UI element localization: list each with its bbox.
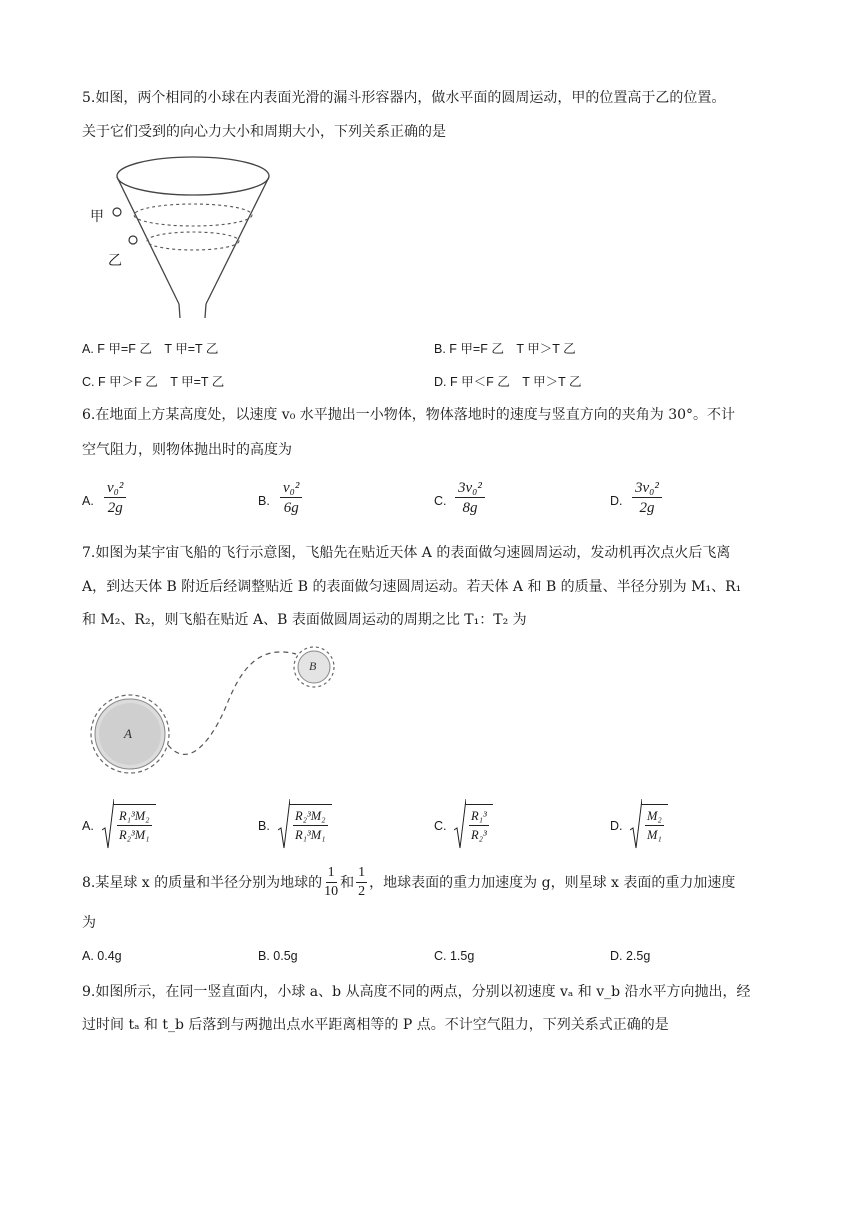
option-key: D. — [610, 949, 623, 963]
denominator: M₁ — [647, 828, 662, 842]
q7-stem-line-3: 和 M₂、R₂，则飞船在贴近 A、B 表面做圆周运动的周期之比 T₁：T₂ 为 — [82, 612, 527, 628]
option-text: F 甲=F 乙 T 甲=T 乙 — [97, 342, 219, 356]
label-body-b: B — [309, 659, 317, 673]
q6-option-c-fraction — [455, 479, 485, 518]
q8-text-mid: 和 — [340, 874, 355, 891]
q8-stem-line-1 — [82, 864, 735, 901]
option-text: F 甲＞F 乙 T 甲=T 乙 — [97, 375, 225, 389]
numerator: R₁³ — [469, 807, 489, 826]
option-key: A. — [82, 949, 94, 963]
q7-stem-line-1: 7.如图为某宇宙飞船的飞行示意图，飞船先在贴近天体 A 的表面做匀速圆周运动，发动机再次点火后飞离 — [82, 545, 731, 561]
option-key: B. — [258, 949, 270, 963]
option-key: B. — [434, 342, 446, 356]
q8-option-c — [434, 947, 474, 965]
q6-stem-line-1: 6.在地面上方某高度处，以速度 v₀ 水平抛出一小物体，物体落地时的速度与竖直方向的夹角为 30°。不计 — [82, 407, 736, 423]
numerator: v₀² — [104, 479, 126, 498]
fraction-one-tenth — [324, 864, 338, 901]
numerator: R₁³M₂ — [117, 807, 152, 826]
q7-option-a-key: A. — [82, 819, 94, 833]
option-key: C. — [82, 375, 95, 389]
denominator: 2 — [358, 884, 366, 899]
numerator: 1 — [356, 864, 367, 883]
option-text: 2.5g — [625, 949, 651, 963]
q8-text-post: ，地球表面的重力加速度为 g，则星球 x 表面的重力加速度 — [369, 874, 736, 891]
q8-stem-line-2: 为 — [82, 915, 96, 931]
numerator: M₂ — [645, 807, 664, 826]
numerator: 3v₀² — [632, 479, 662, 498]
q5-option-a — [82, 340, 218, 358]
q8-option-d — [610, 947, 650, 965]
option-key: A. — [82, 342, 94, 356]
q7-option-b-key: B. — [258, 819, 270, 833]
q8-option-a — [82, 947, 122, 965]
denominator: 10 — [324, 884, 339, 899]
q6-option-d-key: D. — [610, 494, 623, 508]
denominator: 8g — [462, 500, 478, 516]
option-key: C. — [434, 949, 447, 963]
q6-option-a-fraction — [104, 479, 126, 518]
q7-option-c-radical — [454, 798, 493, 850]
q9-stem-line-1: 9.如图所示，在同一竖直面内，小球 a、b 从高度不同的两点，分别以初速度 vₐ 和 v_b 沿水平方向抛出，经 — [82, 984, 751, 1000]
denominator: 6g — [283, 500, 299, 516]
q7-stem-line-2: A，到达天体 B 附近后经调整贴近 B 的表面做匀速圆周运动。若天体 A 和 B 的质量、半径分别为 M₁、R₁ — [82, 579, 742, 595]
q6-option-b-fraction — [280, 479, 302, 518]
option-key: D. — [434, 375, 447, 389]
numerator: 1 — [326, 864, 337, 883]
label-jia: 甲 — [90, 208, 104, 224]
label-body-a: A — [124, 726, 132, 741]
denominator: 2g — [107, 500, 123, 516]
q7-option-c-key: C. — [434, 819, 447, 833]
fraction-one-half — [356, 864, 367, 901]
numerator: R₂³M₂ — [293, 807, 328, 826]
q6-option-a-key: A. — [82, 494, 94, 508]
q6-option-b-key: B. — [258, 494, 270, 508]
q5-stem-line-2: 关于它们受到的向心力大小和周期大小，下列关系正确的是 — [82, 124, 446, 140]
q5-option-c — [82, 373, 224, 391]
q6-option-d-fraction — [632, 479, 662, 518]
denominator: R₂³ — [471, 828, 487, 842]
q8-text-pre: 8.某星球 x 的质量和半径分别为地球的 — [82, 874, 323, 891]
q6-stem-line-2: 空气阻力，则物体抛出时的高度为 — [82, 442, 292, 458]
option-text: 0.4g — [97, 949, 122, 963]
denominator: R₁³M₁ — [295, 828, 326, 842]
numerator: 3v₀² — [455, 479, 485, 498]
q5-option-b — [434, 340, 576, 358]
q5-option-d — [434, 373, 581, 391]
option-text: 1.5g — [449, 949, 475, 963]
q8-option-b — [258, 947, 298, 965]
orbit-figure — [82, 634, 352, 782]
numerator: v₀² — [280, 479, 302, 498]
q9-stem-line-2: 过时间 tₐ 和 t_b 后落到与两抛出点水平距离相等的 P 点。不计空气阻力，下列关系式正确的是 — [82, 1017, 669, 1033]
q7-option-d-key: D. — [610, 819, 623, 833]
q5-stem-line-1: 5.如图，两个相同的小球在内表面光滑的漏斗形容器内，做水平面的圆周运动，甲的位置高于乙的位置。 — [82, 90, 726, 106]
denominator: R₂³M₁ — [119, 828, 150, 842]
option-text: 0.5g — [273, 949, 298, 963]
option-text: F 甲=F 乙 T 甲＞T 乙 — [449, 342, 576, 356]
q6-option-c-key: C. — [434, 494, 447, 508]
q7-option-d-radical — [630, 798, 668, 850]
q7-option-b-radical — [278, 798, 332, 850]
funnel-figure — [82, 140, 282, 320]
denominator: 2g — [639, 500, 655, 516]
label-yi: 乙 — [108, 252, 122, 268]
q7-option-a-radical — [102, 798, 156, 850]
option-text: F 甲＜F 乙 T 甲＞T 乙 — [449, 375, 582, 389]
